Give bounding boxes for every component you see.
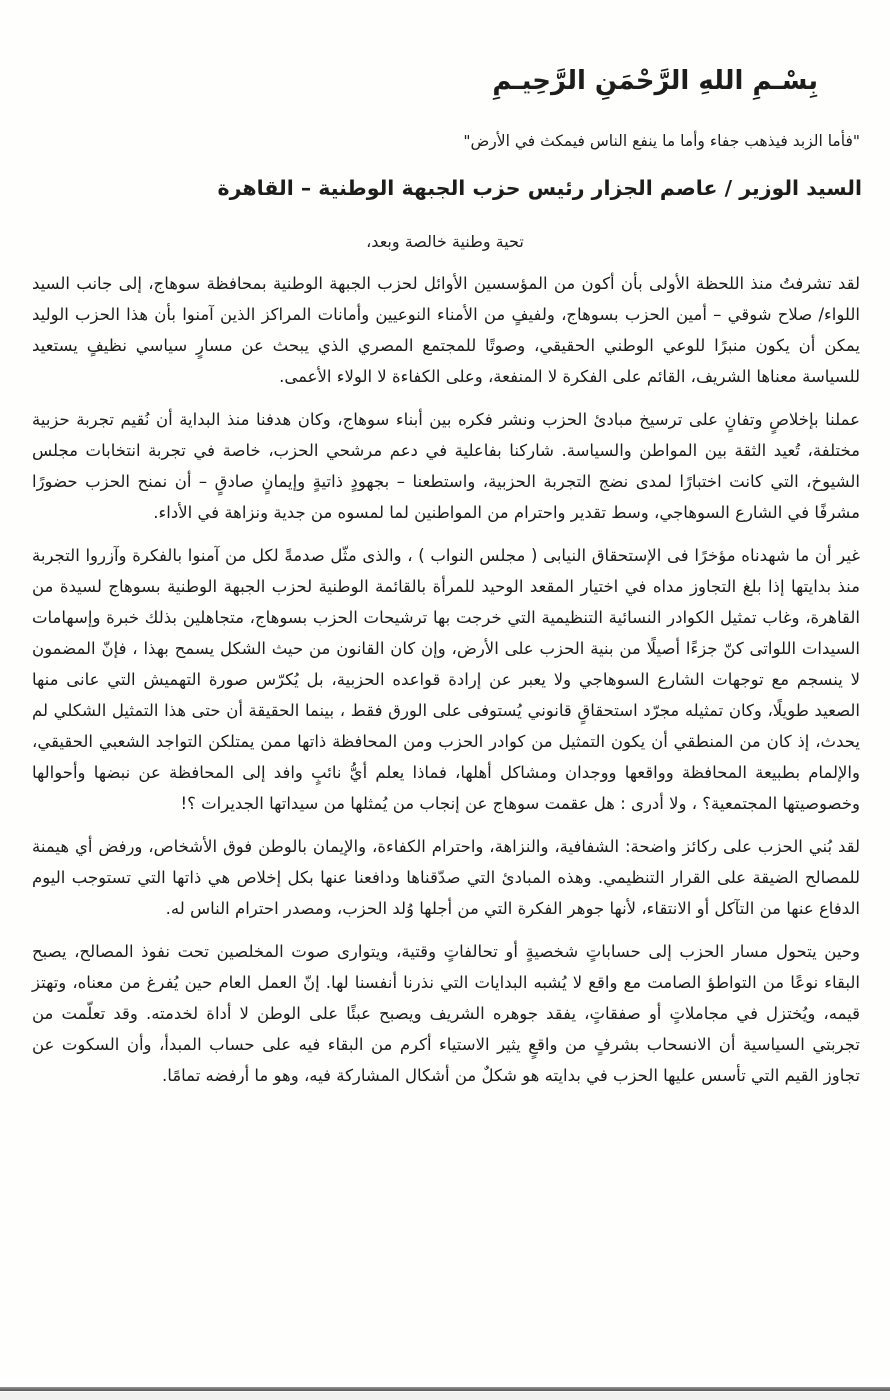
- scan-background-strip: [0, 1391, 890, 1400]
- greeting-line: تحية وطنية خالصة وبعد،: [366, 232, 524, 251]
- letter-body: [32, 268, 860, 1103]
- basmala-calligraphy: بِسْـمِ اللهِ الرَّحْمَنِ الرَّحِيـمِ: [492, 66, 818, 96]
- letter-paragraph-principles: لقد بُني الحزب على ركائز واضحة: الشفافية، والنزاهة، واحترام الكفاءة، والإيمان بالوطن فوق الأشخاص، ورفض أي هيمنة للمصالح الضيقة على القرار التنظيمي. وهذه المبادئ التي صدّقناها ودافعنا عنها بكل إخلاص هي ذاتها التي تستوجب اليوم الدفاع عنها من التآكل أو الانتقاء، لأنها جوهر الفكرة التي من أجلها وُلد الحزب، ومصدر احترام الناس له.: [32, 837, 860, 918]
- page-bottom-edge: [0, 1378, 890, 1400]
- quran-verse-quote: "فأما الزبد فيذهب جفاء وأما ما ينفع الناس فيمكث في الأرض": [463, 132, 860, 150]
- letter-paragraph-work: عملنا بإخلاصٍ وتفانٍ على ترسيخ مبادئ الحزب ونشر فكره بين أبناء سوهاج، وكان هدفنا منذ البداية أن نُقيم تجربة حزبية مختلفة، تُعيد الثقة بين المواطن والسياسة. شاركنا بفاعلية في دعم مرشحي الحزب، خاصة في تجربة انتخابات مجلس الشيوخ، التي كانت اختبارًا لمدى نضج التجربة الحزبية، واستطعنا – بجهودٍ ذاتيةٍ وإيمانٍ صادقٍ – أن نمنح الحزب حضورًا مشرفًا في الشارع السوهاجي، وسط تقدير واحترام من المواطنين لما لمسوه من جدية ونزاهة في الأداء.: [32, 410, 860, 522]
- letter-paragraph-founding: لقد تشرفتُ منذ اللحظة الأولى بأن أكون من المؤسسين الأوائل لحزب الجبهة الوطنية بمحافظة سوهاج، إلى جانب السيد اللواء/ صلاح شوقي – أمين الحزب بسوهاج، ولفيفٍ من الأمناء النوعيين وأمانات المراكز الذين آمنوا بأن هذا الحزب الوليد يمكن أن يكون منبرًا للوعي الوطني الحقيقي، وصوتًا للمجتمع المصري الذي يبحث عن مسارٍ سياسي نظيفٍ يستعيد للسياسة معناها الشريف، القائم على الفكرة لا المنفعة، وعلى الكفاءة لا الولاء الأعمى.: [32, 274, 860, 386]
- addressee-heading: السيد الوزير / عاصم الجزار رئيس حزب الجبهة الوطنية – القاهرة: [217, 176, 862, 200]
- letter-paragraph-grievance: غير أن ما شهدناه مؤخرًا فى الإستحقاق النيابى ( مجلس النواب ) ، والذى مثّل صدمةً لكل من آمنوا بالفكرة وآزروا التجربة منذ بدايتها إذا بلغ التجاوز مداه في اختيار المقعد الوحيد للمرأة بالقائمة الوطنية لحزب الجبهة الوطنية بسوهاج لسيدة من القاهرة، وغاب تمثيل الكوادر النسائية التنظيمية التي خرجت بها ترشيحات الحزب بسوهاج، متجاهلين بذلك خبرة وإسهامات السيدات اللواتى كنّ جزءًا أصيلًا من بنية الحزب على الأرض، وإن كان القانون من حيث الشكل يسمح بهذا ، فإنّ المضمون لا ينسجم مع توجهات الشارع السوهاجي ولا يعبر عن إرادة قواعده الحزبية، بل يُكرّس صورة التهميش التي عانى منها الصعيد طويلًا، وكان تمثيله مجرّد استحقاقٍ قانوني يُستوفى على الورق فقط ، بينما الحقيقة أن حتى هذا التمثيل الشكلي لم يحدث، إذ كان من المنطقي أن يكون التمثيل من كوادر الحزب ومن المحافظة ذاتها ممن يمتلكن التواجد الشعبي الحقيقي، والإلمام بطبيعة المحافظة وواقعها ووجدان ومشاكل أهلها، فماذا يعلم أيُّ نائبٍ وافد إلى المحافظة عن نبضها وأحوالها وخصوصيتها المجتمعية؟ ، ولا أدرى : هل عقمت سوهاج عن إنجاب من يُمثلها من سيداتها الجديرات ؟!: [32, 546, 860, 813]
- letter-paragraph-withdrawal: وحين يتحول مسار الحزب إلى حساباتٍ شخصيةٍ أو تحالفاتٍ وقتية، ويتوارى صوت المخلصين تحت نفوذ المصالح، يصبح البقاء نوعًا من التواطؤ الصامت مع واقع لا يُشبه البدايات التي نذرنا أنفسنا لها. إنّ العمل العام حين يُفرغ من معناه، وتهتز قيمه، ويُختزل في مجاملاتٍ أو صفقاتٍ، يفقد جوهره الشريف ويصبح عبئًا على الوطن لا أداة لخدمته. وقد تعلّمت من تجربتي السياسية أن الانسحاب بشرفٍ من واقعٍ يثير الاستياء أكرم من البقاء فيه على حساب المبدأ، وأن السكوت عن تجاوز القيم التي تأسس عليها الحزب في بدايته هو شكلٌ من أشكال المشاركة فيه، وهو ما أرفضه تمامًا.: [32, 942, 860, 1085]
